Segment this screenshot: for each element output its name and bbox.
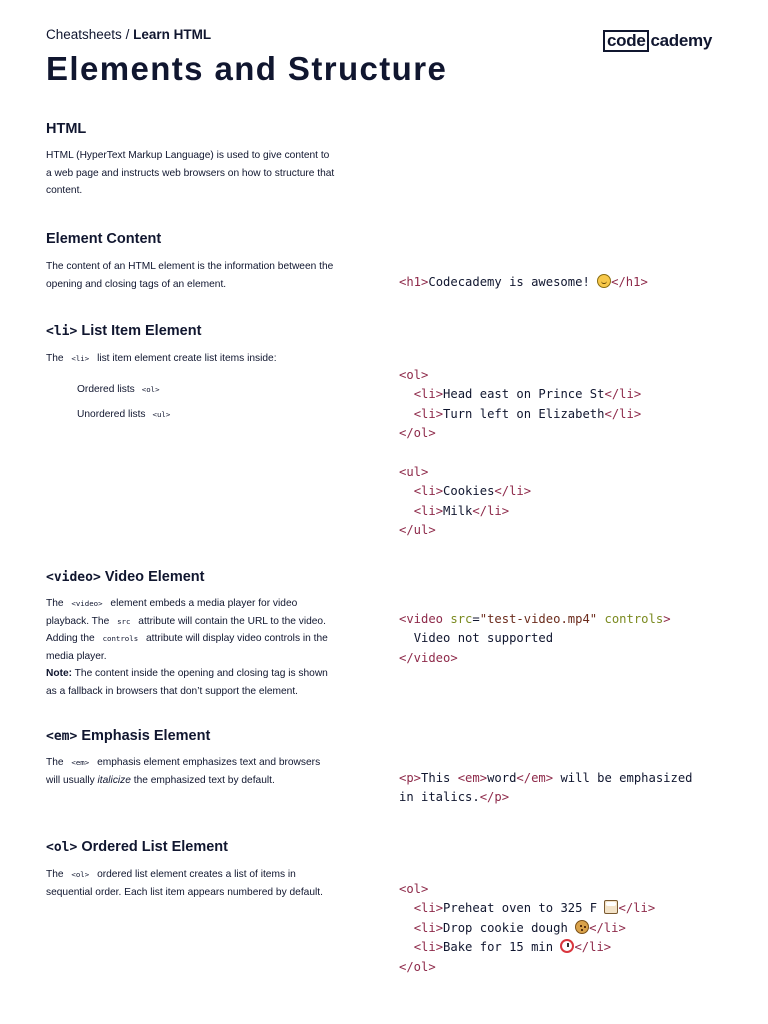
desc-text: attribute will contain the URL to the video. Adding the [46,615,326,645]
breadcrumb-separator: / [121,27,134,42]
code-tag: > [663,612,671,626]
title-text: Emphasis Element [77,728,211,744]
title-text: Video Element [100,569,205,585]
code-string: "test-video.mp4" [479,612,598,626]
code-tag: <li> [413,406,444,421]
section-title-video [46,569,204,585]
breadcrumb-root[interactable]: Cheatsheets [46,27,122,42]
code-text: Video not supported [413,631,554,646]
code-tag: </li> [574,940,612,955]
title-code: <video> [46,570,101,585]
section-title-html: HTML [46,121,87,137]
list-item-code: <ol> [141,385,160,394]
code-text: Bake for 15 min [443,940,561,955]
code-text: Head east on Prince St [443,387,605,402]
code-tag: </p> [479,790,510,805]
code-example-li [399,366,641,541]
code-tag: </li> [494,484,532,499]
desc-text: attribute will display video controls in the media player. [46,633,328,662]
note-label: Note: [46,668,73,680]
code-tag: <li> [413,901,444,916]
code-tag: <h1> [399,275,429,289]
list-item-label: Ordered lists [77,384,135,395]
desc-text: emphasis element emphasizes text and browsers will usually [46,757,321,786]
code-example-em [399,769,693,808]
code-tag: </h1> [611,275,648,289]
list-item [77,409,170,420]
section-desc-element-content: The content of an HTML element is the information between the opening and closing tags of an element. [46,261,334,290]
title-text: List Item Element [77,323,202,339]
section-desc-video [46,595,336,701]
code-attribute: src [450,612,473,626]
title-code: <li> [46,324,78,339]
breadcrumb-current[interactable]: Learn HTML [133,27,212,42]
code-text: Turn left on Elizabeth [443,406,605,421]
inline-code: controls [102,634,139,644]
inline-code: <em> [71,758,90,767]
code-tag: <li> [413,387,444,402]
code-tag: <li> [413,940,444,955]
code-text: Cookies [443,484,495,499]
code-tag: <li> [413,484,444,499]
inline-code: <li> [71,354,90,363]
code-tag: </video> [399,650,458,665]
section-desc-html: HTML (HyperText Markup Language) is used to give content to a web page and instructs web browsers on how to structure that content. [46,150,335,197]
section-desc-li [46,350,336,368]
slightly-smiling-face-icon [597,274,611,288]
code-example-video [399,610,671,668]
inline-code: <video> [71,599,103,608]
title-text: Ordered List Element [77,839,228,855]
desc-text: The [46,353,64,364]
code-text: = [472,612,480,626]
section-title-ol [46,839,228,855]
section-title-element-content: Element Content [46,231,162,247]
cookie-icon [575,920,589,934]
list-item-label: Unordered lists [77,409,146,420]
desc-text: element embeds a media player for video playback. The [46,598,298,627]
code-example-ol [399,880,655,977]
note-text: The content inside the opening and closing tag is shown as a fallback in browsers that don’t support the element. [46,668,328,697]
code-tag: </li> [604,387,642,402]
code-example-element-content [399,273,648,292]
code-tag: <video [399,612,444,626]
desc-text: The [46,598,64,609]
inline-code: src [117,616,131,626]
cook-icon [604,900,618,914]
page-title: Elements and Structure [46,50,448,87]
desc-text: The [46,869,64,880]
code-tag: </ul> [399,523,436,538]
code-tag: <li> [413,503,444,518]
breadcrumb [46,27,211,42]
logo-rest-text: cademy [650,31,713,50]
code-attribute: controls [604,612,664,626]
alarm-clock-icon [560,939,574,953]
desc-text: The [46,757,64,768]
desc-text: list item element create list items inside: [97,353,277,364]
list-item [77,384,160,395]
desc-italic: italicize [97,774,131,786]
code-tag: <ol> [399,882,429,896]
codecademy-logo[interactable] [603,30,712,52]
title-code: <ol> [46,840,78,855]
section-desc-ol [46,866,336,901]
code-tag: </li> [472,503,510,518]
section-title-li [46,323,201,339]
code-tag: </li> [589,920,626,935]
code-text: Preheat oven to 325 F [443,901,605,916]
code-tag: <p> [399,771,422,785]
title-code: <em> [46,729,78,744]
section-desc-em [46,754,336,789]
code-text: will be emphasized [553,771,693,785]
code-text: in italics. [399,790,480,805]
code-text: word [487,771,517,785]
desc-text: ordered list element creates a list of items in sequential order. Each list item appears numbered by default. [46,869,323,898]
code-text: Codecademy is awesome! [428,275,598,289]
logo-boxed-text: code [603,30,649,52]
inline-code: <ol> [71,870,90,879]
code-tag: </em> [516,771,554,785]
code-text: Milk [443,503,473,518]
code-text: This [421,771,458,785]
code-tag: </ol> [399,426,436,441]
code-tag: </li> [604,406,642,421]
code-tag: </ol> [399,959,436,974]
code-tag: <li> [413,920,444,935]
code-tag: </li> [618,901,656,916]
desc-text: the emphasized text by default. [130,774,275,786]
code-tag: <ul> [399,465,429,480]
section-title-em [46,728,210,744]
code-text: Drop cookie dough [443,920,576,935]
list-item-code: <ul> [152,410,171,419]
code-tag: <em> [457,771,488,785]
code-tag: <ol> [399,368,429,382]
